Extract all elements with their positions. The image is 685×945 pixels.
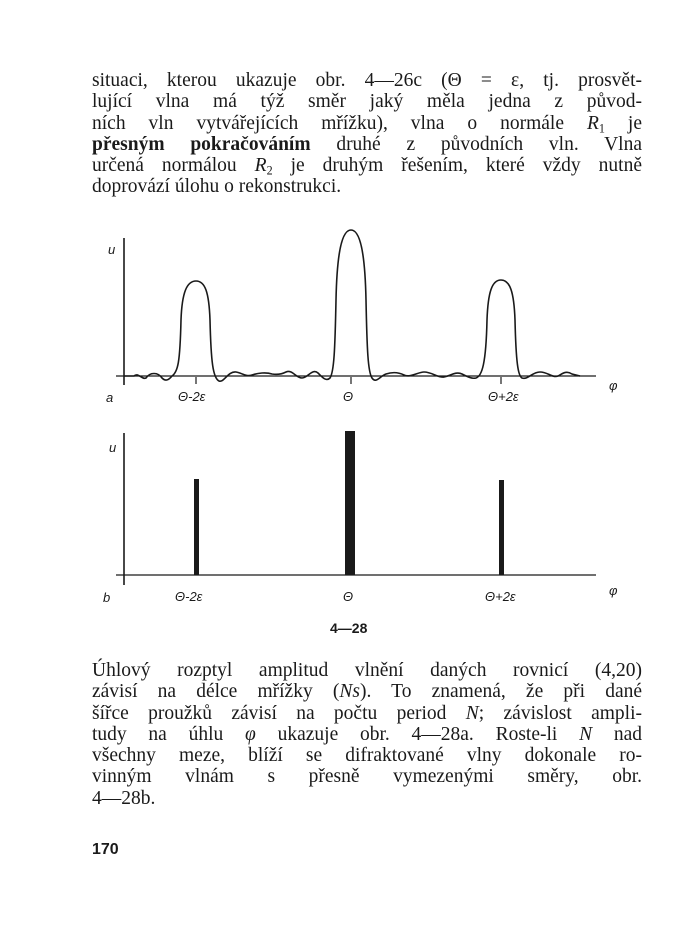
- text-line: 4—28b.: [92, 787, 156, 809]
- text-fragment: ních vln vytvářejících mřížku), vlna o normále: [92, 112, 587, 134]
- text-line: Úhlový rozptyl amplitud vlnění daných rovnicí (4,20): [92, 660, 642, 681]
- text-fragment: ; závislost ampli-: [478, 702, 642, 724]
- text-line: doprovází úlohu o rekonstrukci.: [92, 176, 342, 198]
- panel-a: [106, 230, 618, 405]
- y-axis-label: u: [109, 440, 117, 455]
- text-fragment: určená normálou: [92, 155, 255, 177]
- tick-label: Θ-2ε: [178, 389, 206, 404]
- tick-label: Θ+2ε: [488, 389, 519, 404]
- tick-label: Θ+2ε: [485, 589, 516, 604]
- spectral-line-right: [499, 480, 504, 575]
- diffraction-curve: [124, 230, 580, 381]
- tick-label: Θ: [343, 389, 354, 404]
- text-line: [92, 681, 642, 702]
- symbol-ns: Ns: [339, 681, 360, 703]
- panel-label: b: [103, 590, 111, 605]
- subscript: 2: [266, 163, 273, 178]
- symbol-n: N: [465, 702, 479, 724]
- symbol-n: N: [579, 723, 593, 745]
- text-fragment: tudy na úhlu: [92, 723, 246, 745]
- tick-label: Θ: [343, 589, 354, 604]
- x-axis-label: φ: [609, 583, 618, 598]
- text-line: [92, 703, 642, 724]
- symbol-r: R: [586, 112, 599, 134]
- text-fragment: ukazuje obr. 4—28a. Roste-li: [255, 723, 580, 745]
- text-fragment: šířce proužků závisí na počtu period: [92, 702, 466, 724]
- page-number: 170: [92, 841, 119, 858]
- panel-b: [103, 431, 618, 605]
- x-axis-label: φ: [609, 378, 618, 393]
- bold-phrase: přesným pokračováním: [92, 133, 311, 155]
- subscript: 1: [598, 121, 605, 136]
- symbol-r: R: [254, 155, 267, 177]
- text-fragment: je druhým řešením, které vždy nutně: [272, 155, 642, 177]
- text-line: vinným vlnám s přesně vymezenými směry, obr.: [92, 766, 642, 788]
- text-fragment: nad: [592, 723, 643, 745]
- figure-caption: 4—28: [330, 620, 368, 636]
- spectral-line-center: [345, 431, 355, 575]
- text-fragment: druhé z původních vln. Vlna: [310, 133, 642, 155]
- text-line: [92, 724, 642, 745]
- text-fragment: závisí na délce mřížky (: [92, 681, 340, 703]
- paragraph-bottom: [92, 660, 642, 809]
- text-line: lující vlna má týž směr jaký měla jedna z původ-: [92, 91, 642, 113]
- tick-label: Θ-2ε: [175, 589, 203, 604]
- text-line: všechny meze, blíží se difraktované vlny dokonale ro-: [92, 745, 642, 767]
- symbol-phi: φ: [245, 723, 256, 745]
- text-fragment: ). To znamená, že při dané: [359, 681, 643, 703]
- spectral-line-left: [194, 479, 199, 575]
- y-axis-label: u: [108, 242, 116, 257]
- text-fragment: je: [604, 112, 642, 134]
- text-line: situaci, kterou ukazuje obr. 4—26c (Θ = ε, tj. prosvět-: [92, 70, 642, 91]
- panel-label: a: [106, 390, 114, 405]
